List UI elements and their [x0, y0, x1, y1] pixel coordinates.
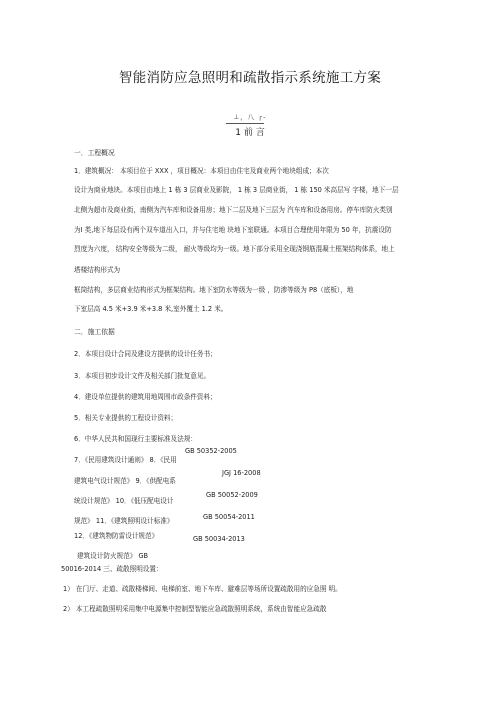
basis-item: 5．相关专业提供的工程设计资料； [74, 414, 178, 422]
standard-item: 统设计规范》 10．《低压配电设计 [74, 497, 174, 505]
lighting-item: 2） 本工程疏散照明采用集中电源集中控制型智能应急疏散照明系统，系统由智能应急疏散 [63, 605, 327, 613]
overview-line: 塔楼结构形式为 [74, 266, 121, 274]
document-title: 智能消防应急照明和疏散指示系统施工方案 [118, 70, 382, 86]
standard-code: GB 50054-2011 [203, 513, 255, 521]
standard-item: 规范》 11．《建筑照明设计标准》 [74, 517, 174, 525]
standard-item: 7．《民用建筑设计通则》 8．《民用 [74, 456, 177, 464]
lighting-item: 1） 在门厅、走道、疏散楼梯间、电梯前室、地下车库、避难层等场所设置疏散用的应急照 明。 [63, 585, 342, 593]
basis-item: 4．建设单位提供的建筑用地周围市政条件资料； [74, 393, 217, 401]
standard-code: GB 50052-2009 [206, 491, 258, 499]
fire-code-line: 建筑设计防火规范》 GB [77, 552, 149, 560]
overview-line: 下室层高 4.5 米+3.9 米+3.8 米,室外覆土 1.2 米。 [74, 305, 228, 313]
overview-line: 北侧为超市及商业街，南侧为汽车库和设备用房；地下二层及地下三层为 汽车库和设备用房。停车库防火类别 [74, 206, 393, 214]
decoration-mark: ⊥，八 ┌- [233, 113, 267, 121]
section-heading-overview: 一．工程概况 [74, 149, 115, 157]
basis-item: 6．中华人民共和国现行主要标准及法规： [74, 435, 197, 443]
overview-line: 设计为商业地块。本项目由地上 1 栋 3 层商业及影院， 1 栋 3 层商业街， 1 栋 150 米高层写 字楼，地下一层 [74, 186, 399, 194]
standard-code: JGJ 16-2008 [222, 469, 261, 477]
overview-line: 烈度为六度， 结构安全等级为二级， 耐火等级均为一级。地下部分采用全现浇钢筋混凝土框架结构体系，地上 [74, 245, 395, 253]
overview-line: 1．建筑概况： 本项目位于 XXX ，项目概况：本项目由住宅及商业两个地块组成；本次 [74, 167, 329, 175]
standard-item: 12．《建筑物防雷设计规范》 [74, 532, 159, 540]
fire-code-line: 50016-2014 三、疏散照明设置： [61, 565, 163, 573]
overview-line: 为I 类,地下每层设有两个双车道出入口，并与住宅地 块地下室联通。本项目合理使用年限为 50 年，抗震设防 [74, 226, 392, 234]
standard-item: 建筑电气设计规范》 9．《供配电系 [74, 477, 176, 485]
preface-heading: 1 前 言 [235, 128, 265, 138]
basis-item: 2．本项目设计合同及建设方提供的设计任务书； [74, 350, 217, 358]
overview-line: 框筒结构，多层商业结构形式为框架结构。地下室防水等级为一级 ，防渗等级为 P8（底板），地 [74, 286, 354, 294]
standard-code: GB 50352-2005 [185, 447, 237, 455]
decoration-rule [226, 123, 264, 124]
section-heading-basis: 二．施工依据 [74, 328, 115, 336]
standard-code: GB 50034-2013 [193, 535, 245, 543]
basis-item: 3．本项目初步设计文件及相关部门批复意见。 [74, 372, 211, 380]
